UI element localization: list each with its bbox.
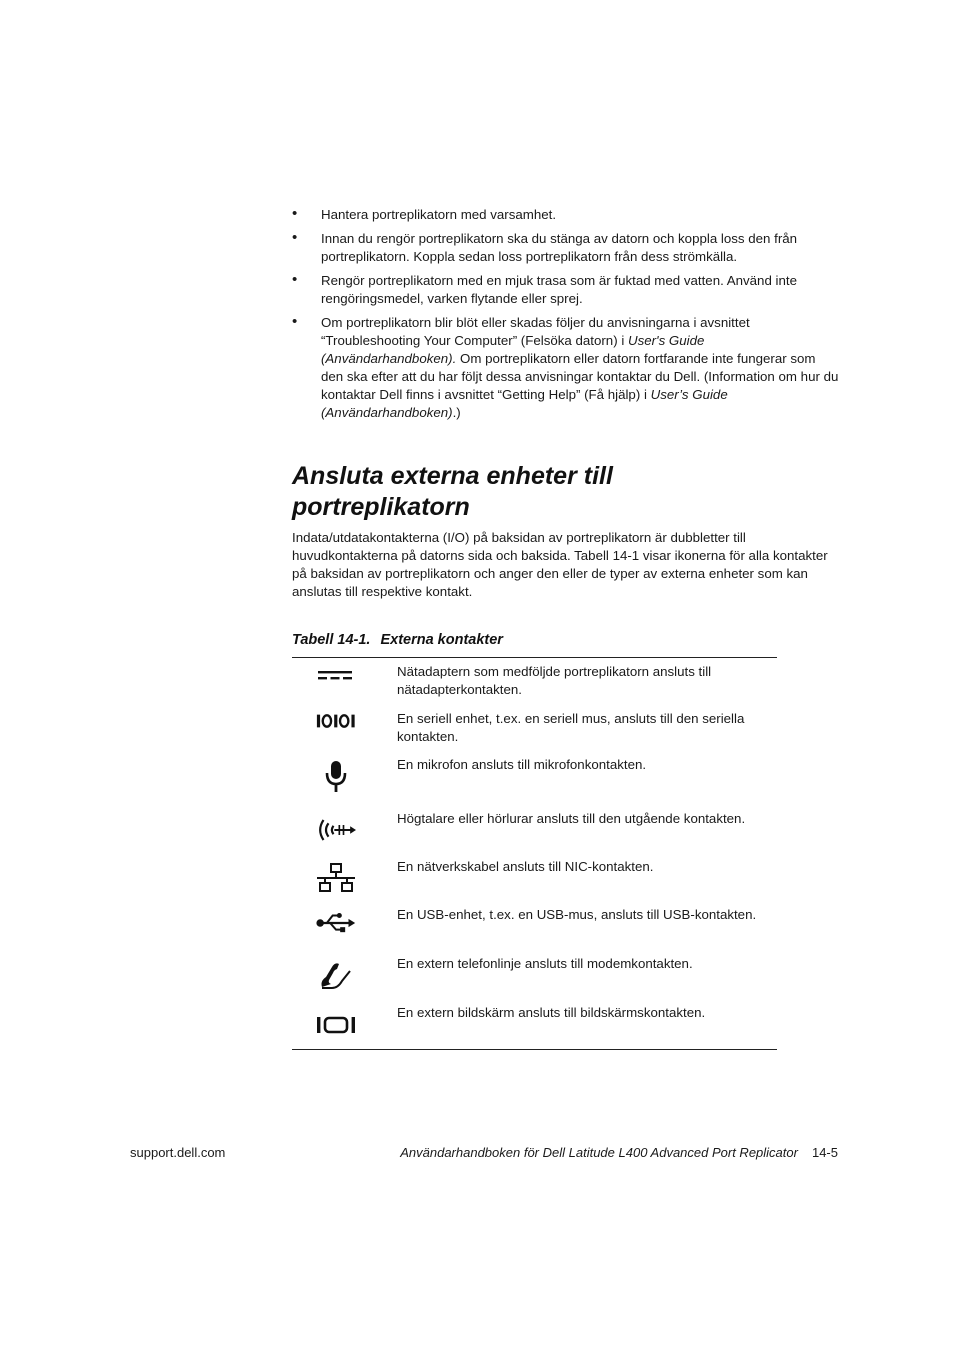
table-cell-text: En extern telefonlinje ansluts till modemkontakten. <box>397 956 693 971</box>
bullet-item <box>292 230 840 266</box>
table-caption-number: Tabell 14-1. <box>292 632 371 648</box>
table-cell-text: En extern bildskärm ansluts till bildskärmskontakten. <box>397 1005 706 1020</box>
bullet-item <box>292 206 840 224</box>
bullet-text: Hantera portreplikatorn med varsamhet. <box>321 207 557 222</box>
bullet-dot: • <box>292 271 298 288</box>
section-title: Ansluta externa enheter till portreplikatorn <box>292 462 613 521</box>
table-caption <box>292 632 503 648</box>
page-number: 14-5 <box>811 1145 838 1160</box>
bullet-dot: • <box>292 229 298 246</box>
modem-phone-icon <box>316 959 356 991</box>
bullet-text: .) <box>452 405 461 420</box>
table-cell-text: En USB-enhet, t.ex. en USB-mus, ansluts till USB-kontakten. <box>397 907 757 922</box>
bullet-item <box>292 272 840 308</box>
usb-icon <box>316 910 356 936</box>
footer-title <box>400 1145 838 1160</box>
bullet-text: Innan du rengör portreplikatorn ska du stänga av datorn och koppla loss den från portreplikatorn. Koppla sedan loss portreplikatorn från dess strömkälla. <box>321 231 798 264</box>
table-cell-text: En nätverkskabel ansluts till NIC-kontakten. <box>397 859 654 874</box>
bullet-text: User's Guide (Användarhandboken). <box>321 333 705 366</box>
serial-port-icon <box>316 712 356 730</box>
bullet-dot: • <box>292 205 298 222</box>
bullet-dot: • <box>292 313 298 330</box>
table-cell-text: En seriell enhet, t.ex. en seriell mus, ansluts till den seriella kontakten. <box>397 711 745 744</box>
table-cell-text: En mikrofon ansluts till mikrofonkontakten. <box>397 757 647 772</box>
video-monitor-icon <box>316 1015 356 1035</box>
microphone-icon <box>316 760 356 794</box>
section-intro: Indata/utdatakontakterna (I/O) på baksidan av portreplikatorn är dubbletter till huvudkontakterna på datorns sida och baksida. Tabell 14-1 visar ikonerna för alla kontakter på baksidan av portreplikatorn och anger den eller de typer av externa enheter som kan anslutas till respektive kontakt. <box>292 530 828 599</box>
network-icon <box>316 863 356 893</box>
table-cell-text: Nätadaptern som medföljde portreplikatorn ansluts till nätadapterkontakten. <box>397 664 712 697</box>
footer-url: support.dell.com <box>130 1145 226 1160</box>
bullet-text: Om portreplikatorn blir blöt eller skadas följer du anvisningarna i avsnittet “Troubleshooting Your Computer” (Felsöka datorn) i <box>321 315 750 348</box>
bullet-list <box>292 206 840 428</box>
table-bottom-rule <box>292 1049 777 1050</box>
dc-power-icon <box>316 669 356 681</box>
bullet-item <box>292 314 840 422</box>
bullet-text: Rengör portreplikatorn med en mjuk trasa som är fuktad med vatten. Använd inte rengöringsmedel, varken flytande eller sprej. <box>321 273 797 306</box>
table-caption-title: Externa kontakter <box>380 632 503 648</box>
bullet-text: Om portreplikatorn eller datorn fortfarande inte fungerar som den ska efter att du har följt dessa anvisningar kontaktar du Dell. (Information om hur du kontaktar Dell finns i avsnittet “Getting Help” (Få hjälp) i <box>321 351 839 402</box>
bullet-text: User’s Guide (Användarhandboken) <box>321 387 728 420</box>
audio-out-icon <box>316 813 356 847</box>
table-top-rule <box>292 657 777 658</box>
footer-book-title: Användarhandboken för Dell Latitude L400 Advanced Port Replicator <box>400 1145 798 1160</box>
table-cell-text: Högtalare eller hörlurar ansluts till den utgående kontakten. <box>397 811 746 826</box>
